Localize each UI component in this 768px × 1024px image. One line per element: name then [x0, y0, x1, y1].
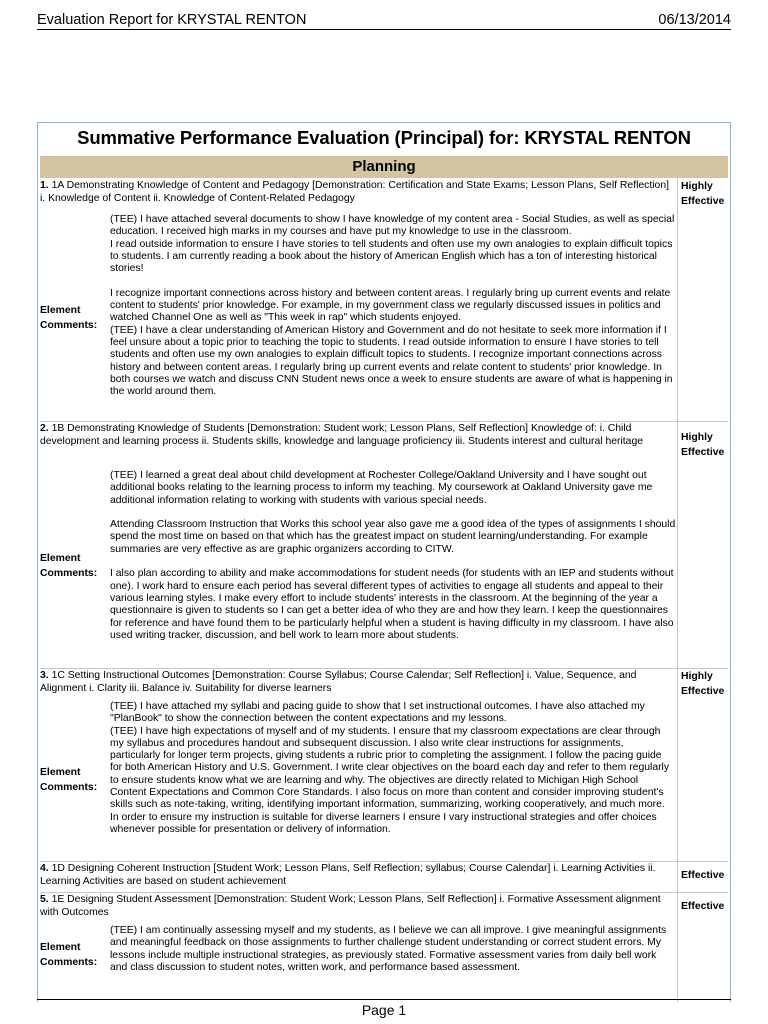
item-description — [40, 179, 676, 206]
item-description — [40, 893, 676, 920]
element-comments-label: Element Comments: — [40, 305, 98, 331]
report-date: 06/13/2014 — [658, 12, 731, 28]
report-title-header: Evaluation Report for KRYSTAL RENTON — [37, 12, 307, 28]
section-band-planning: Planning — [40, 156, 728, 178]
element-comment: (TEE) I have attached my syllabi and pacing guide to show that I set instructional outcomes. I have also attached my "PlanBook" to show the connection between the content expectations and my lessons. (TEE) I have high expectations of myself and of my students. I ensure that my classroom expectations are clear through my syllabus and procedures handout and subsequent discussion. I also write clear instructions for assignments, particularly for longer term projects, giving students a rubric prior to completing the assignment. I follow the pacing guide for both American History and U.S. Government. I write clear objectives on the board each day and refer to them regularly to ensure students know what we are learning and why. The objectives are directly related to Michigan High School Content Expectations and Common Core Standards. I also focus on more than content and consider improving student's skills such as note-taking, writing, identifying important information, summarizing, working cooperatively, and much more. In order to ensure my instruction is suitable for diverse learners I ensure I vary instructional strategies and offer choices whenever possible for presentation or delivery of information. — [110, 701, 670, 835]
item-text: 1E Designing Student Assessment [Demonstration: Student Work; Lesson Plans, Self Reflection] i. Formative Assessment alignment with Outcomes — [40, 894, 661, 919]
evaluation-item — [40, 893, 728, 1002]
item-rating: Effective — [677, 862, 728, 892]
item-text: 1C Setting Instructional Outcomes [Demonstration: Course Syllabus; Course Calendar; Self Reflection] i. Value, Sequence, and Alignment i. Clarity iii. Balance iv. Suitability for diverse learners — [40, 670, 637, 695]
evaluation-item — [40, 422, 728, 669]
element-comments-label: Element Comments: — [40, 767, 98, 793]
item-description — [40, 862, 676, 889]
item-number: 3. — [40, 670, 49, 681]
item-rating: Highly Effective — [677, 179, 728, 421]
item-rating: Highly Effective — [677, 422, 728, 668]
item-rating: Effective — [677, 893, 728, 1002]
item-description — [40, 422, 676, 449]
report-header — [37, 12, 731, 30]
evaluation-panel — [37, 122, 731, 1002]
item-text: 1D Designing Coherent Instruction [Student Work; Lesson Plans, Self Reflection; syllabus; Course Calendar] i. Learning Activities ii. Learning Activities are based on student achievement — [40, 863, 656, 888]
item-description — [40, 669, 676, 696]
evaluation-item — [40, 862, 728, 893]
item-rating: Highly Effective — [677, 669, 728, 861]
element-comments-label: Element Comments: — [40, 553, 98, 579]
evaluation-title: Summative Performance Evaluation (Principal) for: KRYSTAL RENTON — [77, 127, 691, 148]
evaluation-item — [40, 179, 728, 422]
item-number: 2. — [40, 423, 49, 434]
item-number: 4. — [40, 863, 49, 874]
item-text: 1B Demonstrating Knowledge of Students [Demonstration: Student work; Lesson Plans, Self Reflection] Knowledge of: i. Child development and learning process ii. Students skills, knowledge and language proficiency iii. Students interest and cultural heritage — [40, 423, 644, 448]
element-comment: (TEE) I am continually assessing myself and my students, as I believe we can all improve. I give meaningful assignments and meaningful feedback on those assignments to further challenge student understanding or correct student errors. My lessons include multiple instructional strategies, as previously stated. Formative assessment varies from daily bell work and class discussion to student notes, written work, and performance based assessment. — [110, 925, 667, 973]
evaluation-item — [40, 669, 728, 862]
item-number: 1. — [40, 180, 49, 191]
item-number: 5. — [40, 894, 49, 905]
item-text: 1A Demonstrating Knowledge of Content and Pedagogy [Demonstration: Certification and State Exams; Lesson Plans, Self Reflection] i. Knowledge of Content ii. Knowledge of Content-Related Pedagogy — [40, 180, 670, 205]
element-comments-label: Element Comments: — [40, 942, 98, 968]
element-comment: (TEE) I have attached several documents to show I have knowledge of my content area - Social Studies, as well as special education. I received high marks in my courses and have put my knowledge to use in the classroom. I read outside information to ensure I have stories to tell students and often use my own analogies to explain difficult topics to students. I am currently reading a book about the history of American English which has a ton of interesting historical stories! I recognize important connections across history and between content areas. I regularly bring up current events and relate content to students' prior knowledge. For example, in my government class we regularly discussed issues in politics and watched Channel One as well as "This week in rap" which students enjoyed. (TEE) I have a clear understanding of American History and Government and do not hesitate to seek more information if I feel unsure about a topic prior to teaching the topic to students. I read outside information to ensure I have stories to tell students and often use my own analogies to explain difficult topics to students. I recognize important connections across history and between content areas. I regularly bring up current events and relate content to students' prior knowledge. In both courses we watch and discuss CNN Student news once a week to ensure students are aware of what is happening in the world around them. — [110, 214, 675, 398]
page-footer: Page 1 — [37, 999, 731, 1020]
element-comment: (TEE) I learned a great deal about child development at Rochester College/Oakland University and I have sought out additional books relating to the learning process to inform my teaching. My coursework at Oakland University gave me additional information relating to working with students with various special needs. Attending Classroom Instruction that Works this school year also gave me a good idea of the types of assignments I should spend the most time on based on that which has the greatest impact on student learning/understanding. For example summaries are very effective as are graphic organizers according to CITW. I also plan according to ability and make accommodations for student needs (for students with an IEP and students without one). I work hard to ensure each period has several different types of activities to engage all students and appeal to their various learning styles. I make every effort to include students' interests in the classroom. At the beginning of the year a questionnaire is given to students so I can get a better idea of who they are and how they learn. I keep the questionnaires for reference and have found them to be particularly helpful when a student is having difficulty in my classroom. I have also used writing tracker, discussion, and bell work to learn more about students. — [110, 470, 676, 641]
